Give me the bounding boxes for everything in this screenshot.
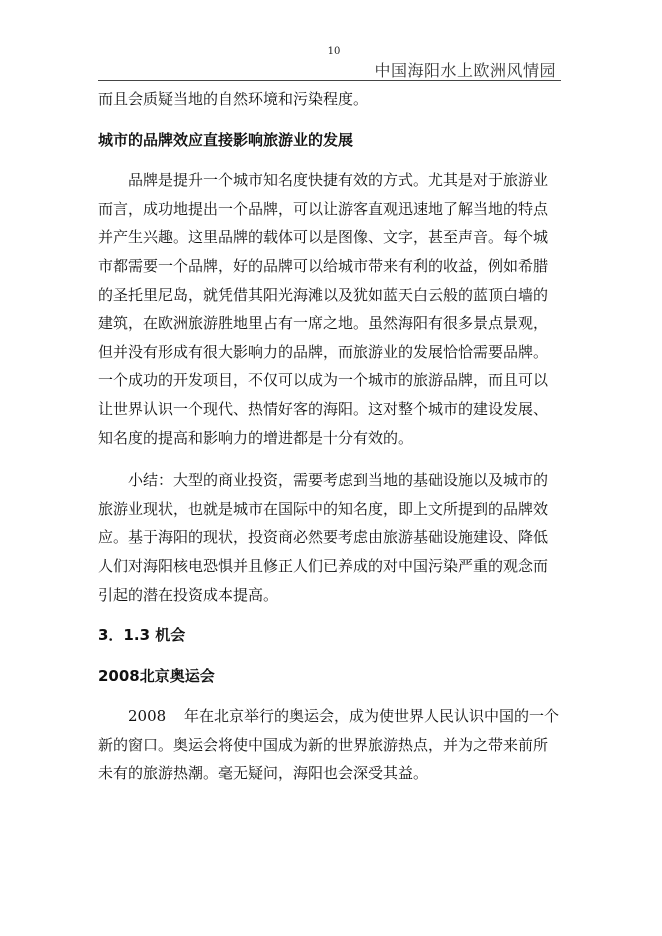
paragraph-line: 建筑，在欧洲旅游胜地里占有一席之地。虽然海阳有很多景点景观， [98, 314, 549, 333]
paragraph-line: 而言，成功地提出一个品牌，可以让游客直观迅速地了解当地的特点 [98, 199, 549, 218]
paragraph-line: 应。基于海阳的现状，投资商必然要考虑由旅游基础设施建设、降低 [98, 528, 549, 547]
paragraph-line: 的圣托里尼岛，就凭借其阳光海滩以及犹如蓝天白云般的蓝顶白墙的 [98, 285, 549, 304]
brand-paragraph [98, 166, 568, 452]
paragraph-line: 旅游业现状，也就是城市在国际中的知名度，即上文所提到的品牌效 [98, 499, 549, 518]
paragraph-line: 未有的旅游热潮。毫无疑问，海阳也会深受其益。 [98, 764, 429, 783]
paragraph-line: 并产生兴趣。这里品牌的载体可以是图像、文字，甚至声音。每个城 [98, 228, 549, 247]
page-body [98, 85, 568, 788]
paragraph-line: 市都需要一个品牌，好的品牌可以给城市带来有利的收益，例如希腊 [98, 256, 549, 275]
paragraph-line: 但并没有形成有很大影响力的品牌，而旅游业的发展恰恰需要品牌。 [98, 342, 549, 361]
olympics-year: 2008 [128, 707, 167, 726]
olympics-paragraph [98, 702, 568, 788]
paragraph-line: 新的窗口。奥运会将使中国成为新的世界旅游热点，并为之带来前所 [98, 735, 549, 754]
olympics-heading: 2008北京奥运会 [98, 666, 215, 685]
paragraph-line: 知名度的提高和影响力的增进都是十分有效的。 [98, 428, 414, 447]
paragraph-line: 人们对海阳核电恐惧并且修正人们已养成的对中国污染严重的观念而 [98, 556, 549, 575]
brand-effect-heading: 城市的品牌效应直接影响旅游业的发展 [98, 130, 354, 149]
paragraph-line: 品牌是提升一个城市知名度快捷有效的方式。尤其是对于旅游业 [128, 171, 549, 190]
paragraph-line-text: 年在北京举行的奥运会，成为使世界人民认识中国的一个 [184, 707, 560, 726]
header-divider [98, 80, 561, 81]
page-number: 10 [327, 46, 341, 57]
summary-paragraph [98, 466, 568, 609]
paragraph-line [98, 702, 568, 731]
continued-paragraph-line: 而且会质疑当地的自然环境和污染程度。 [98, 90, 369, 108]
paragraph-line: 小结：大型的商业投资，需要考虑到当地的基础设施以及城市的 [128, 471, 549, 490]
paragraph-line: 一个成功的开发项目，不仅可以成为一个城市的旅游品牌，而且可以 [98, 371, 549, 390]
section-heading: 3．1.3 机会 [98, 626, 186, 645]
paragraph-line: 让世界认识一个现代、热情好客的海阳。这对整个城市的建设发展、 [98, 399, 549, 418]
running-header-title: 中国海阳水上欧洲风情园 [374, 61, 556, 80]
paragraph-line: 引起的潜在投资成本提高。 [98, 585, 279, 604]
